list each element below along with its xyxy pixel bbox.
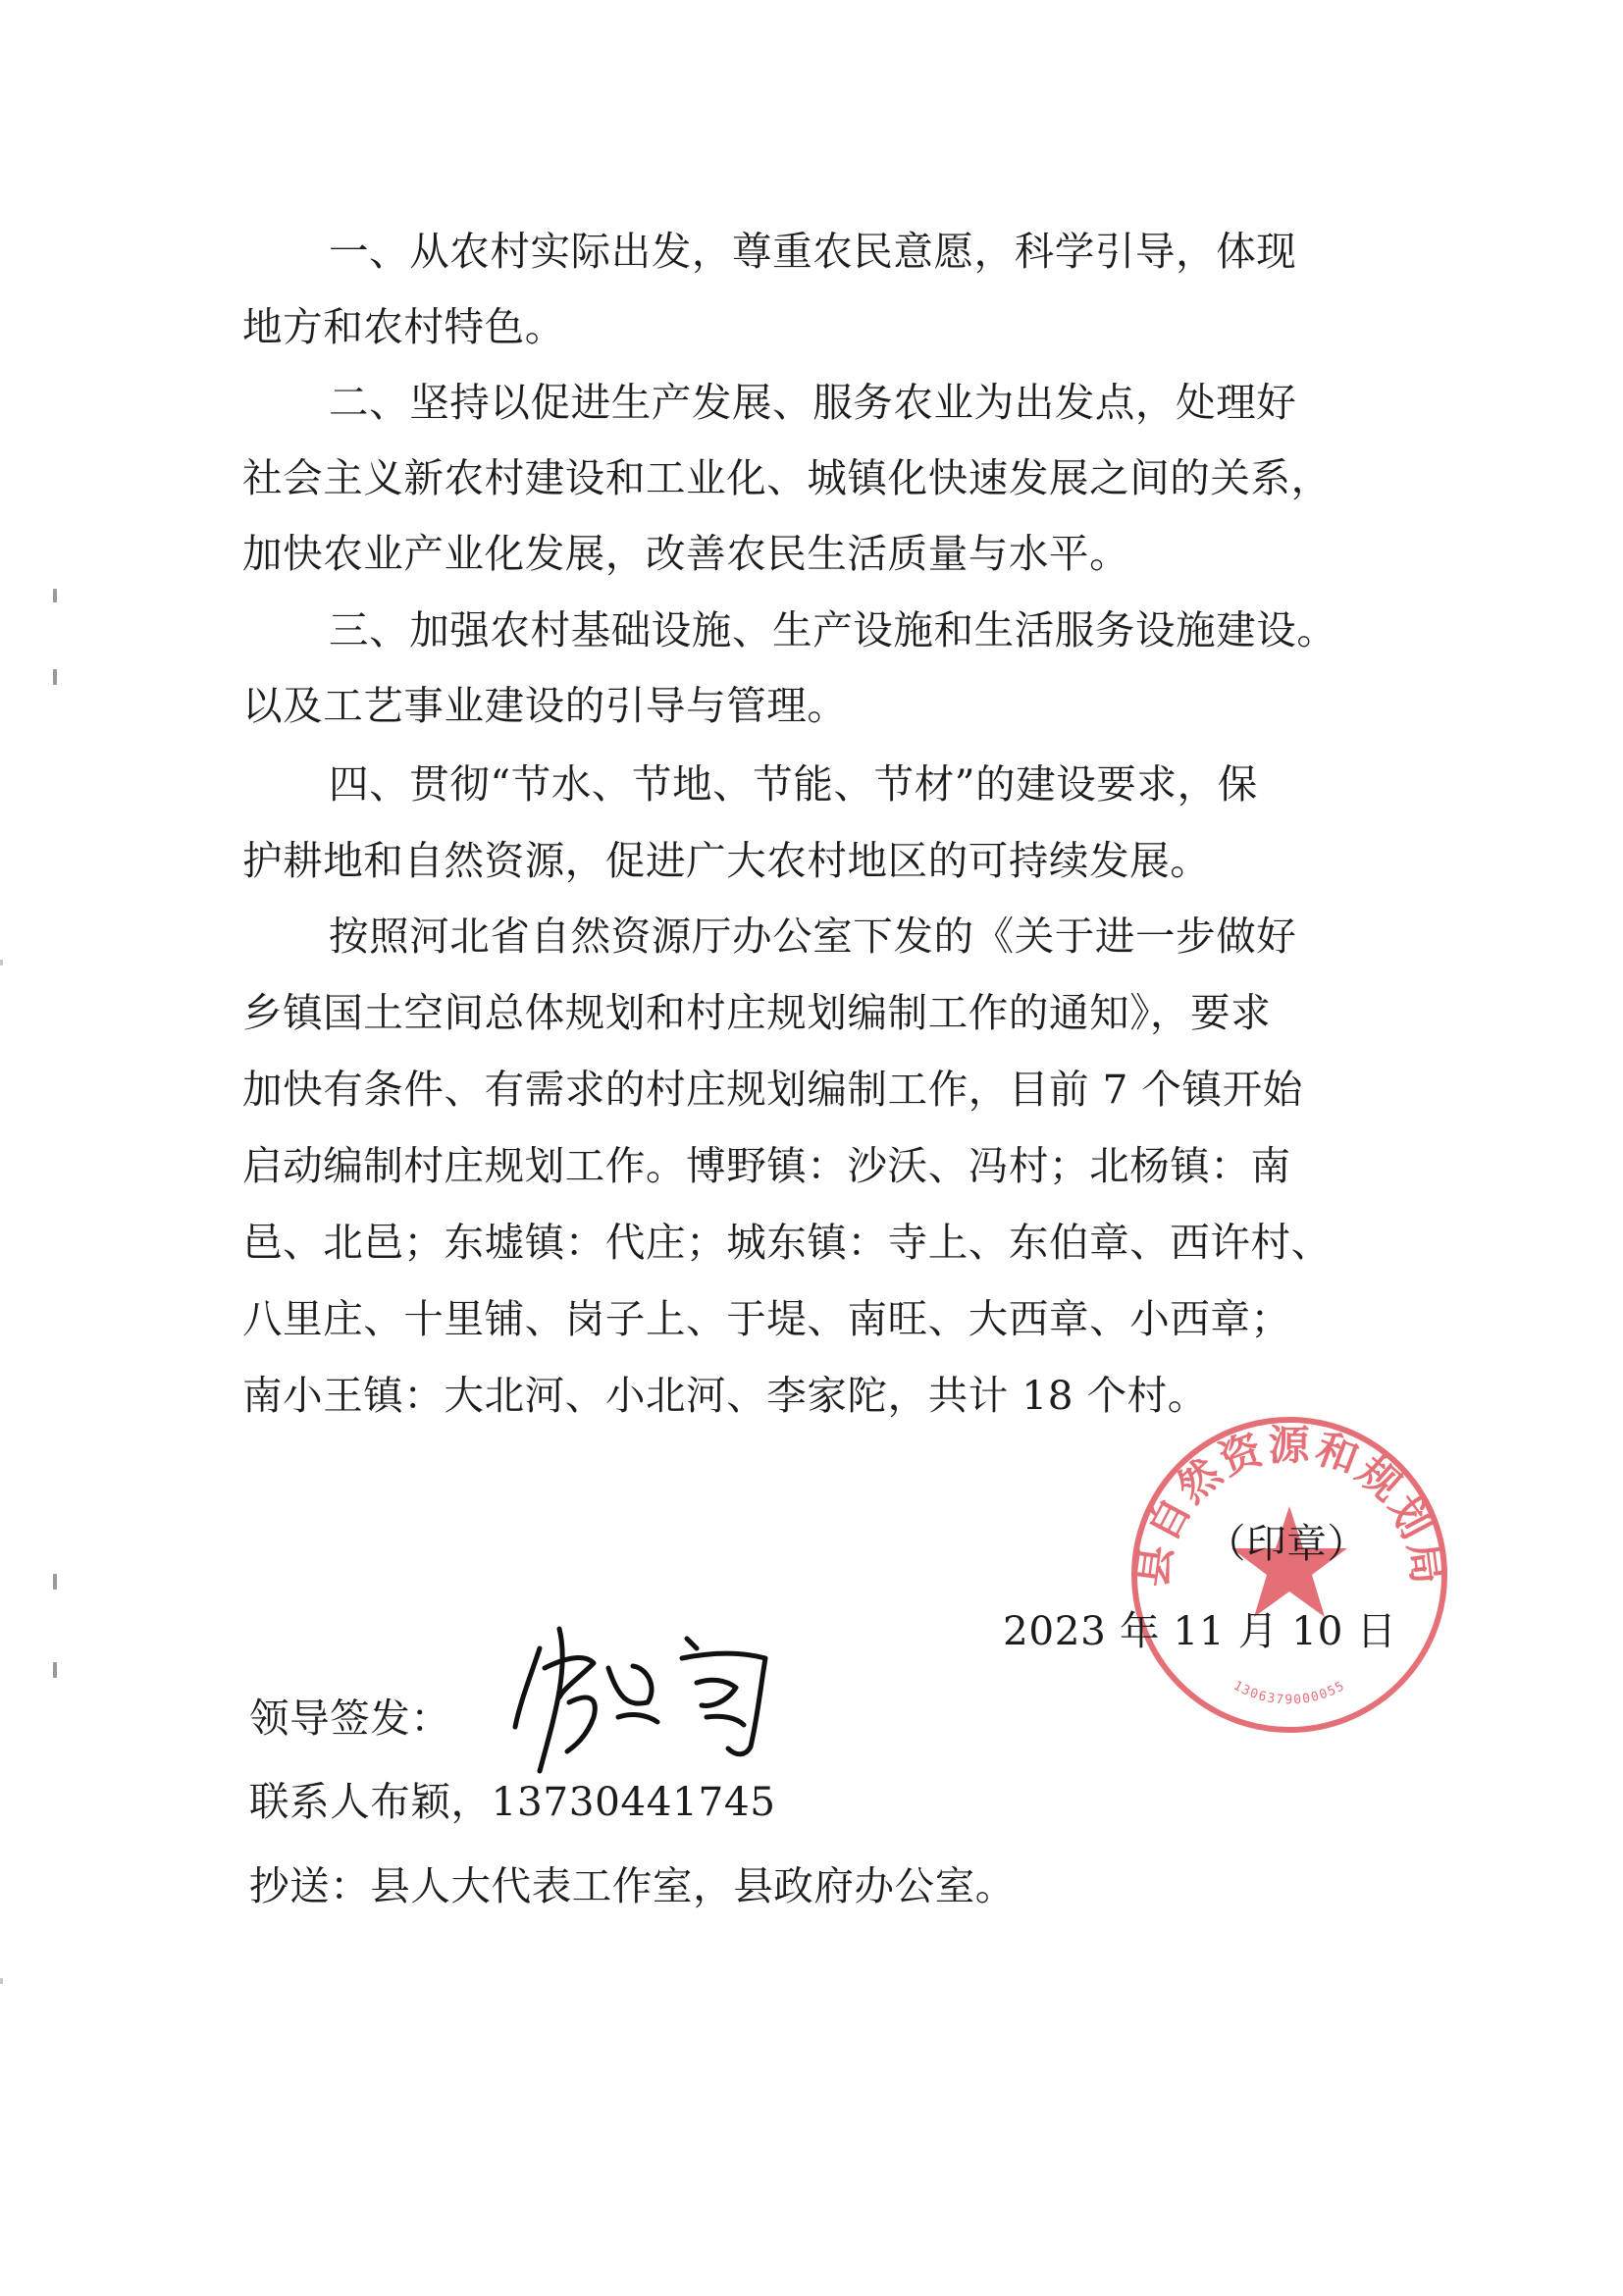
issue-date: 2023 年 11 月 10 日 [1003, 1607, 1397, 1654]
scan-mark [53, 589, 57, 602]
leader-signature [500, 1609, 795, 1776]
paragraph-line: 四、贯彻“节水、节地、节能、节材”的建设要求，保 [329, 760, 1258, 808]
paragraph-line: 二、坚持以促进生产发展、服务农业为出发点，处理好 [329, 379, 1297, 426]
signature-strokes [515, 1629, 765, 1771]
paragraph-line: 社会主义新农村建设和工业化、城镇化快速发展之间的关系， [242, 454, 1332, 501]
leader-sign-label: 领导签发： [249, 1695, 451, 1742]
paragraph-line: 三、加强农村基础设施、生产设施和生活服务设施建设。 [329, 606, 1337, 653]
paragraph-line: 一、从农村实际出发，尊重农民意愿，科学引导，体现 [329, 228, 1297, 275]
paragraph-line: 地方和农村特色。 [242, 303, 565, 350]
scan-mark [53, 669, 57, 685]
paragraph-line: 加快有条件、有需求的村庄规划编制工作，目前 7 个镇开始 [242, 1066, 1303, 1113]
official-seal [1123, 1408, 1456, 1742]
seal-number: 1306379000055 [1230, 1678, 1348, 1708]
contact-line: 联系人布颖，13730441745 [249, 1778, 776, 1825]
edge-mark [0, 960, 3, 965]
edge-mark [0, 1978, 3, 1984]
seal-note: （印章） [1206, 1520, 1368, 1567]
paragraph-line: 乡镇国土空间总体规划和村庄规划编制工作的通知》，要求 [242, 989, 1272, 1036]
paragraph-line: 邑、北邑；东墟镇：代庄；城东镇：寺上、东伯章、西许村、 [242, 1219, 1332, 1266]
paragraph-line: 八里庄、十里铺、岗子上、于堤、南旺、大西章、小西章； [242, 1295, 1291, 1342]
paragraph-line: 加快农业产业化发展，改善农民生活质量与水平。 [242, 530, 1130, 577]
paragraph-line: 启动编制村庄规划工作。博野镇：沙沃、冯村；北杨镇：南 [242, 1142, 1291, 1189]
paragraph-line: 以及工艺事业建设的引导与管理。 [242, 682, 848, 729]
paragraph-line: 护耕地和自然资源，促进广大农村地区的可持续发展。 [242, 837, 1211, 884]
seal-title: 县自然资源和规划局 [1127, 1421, 1453, 1591]
paragraph-line: 南小王镇：大北河、小北河、李家陀，共计 18 个村。 [242, 1372, 1208, 1419]
cc-line: 抄送：县人大代表工作室，县政府办公室。 [249, 1862, 1016, 1909]
paragraph-line: 按照河北省自然资源厅办公室下发的《关于进一步做好 [329, 913, 1297, 960]
scan-mark [53, 1662, 57, 1678]
scan-mark [53, 1574, 57, 1590]
